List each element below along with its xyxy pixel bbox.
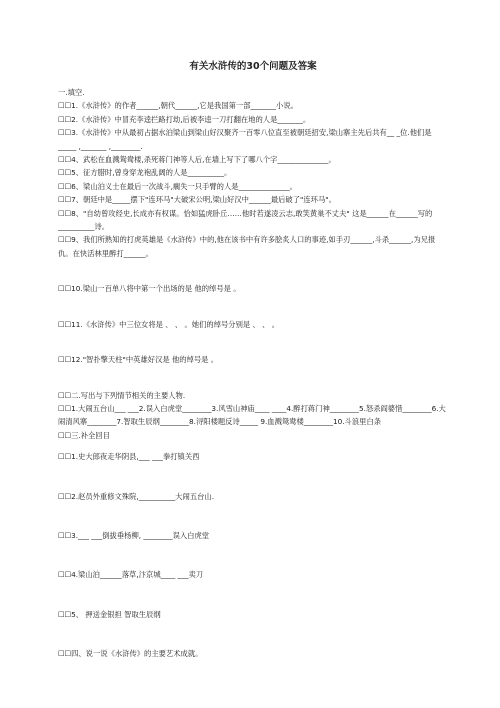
question-7: ☐☐7、朝廷中是_____摆下"连环马"大破宋公明,梁山好汉中______最后破了"连环马"。 (58, 195, 336, 205)
document-title: 有关水浒传的30个问题及答案 (189, 61, 317, 72)
question-9: ☐☐9、我们所熟知的打虎英雄是《水浒传》中的,他在该书中有许多脍炙人口的事迹,如手刃______,斗杀______,为兄报仇。在快活林里醉打______。 (58, 235, 436, 258)
question-1: ☐☐1.《水浒传》的作者______,朝代______,它是我国第一部_______小说。 (58, 101, 298, 111)
question-8: ☐☐8、"自幼曾攻经史,长成亦有权谋。恰如猛虎卧丘……他时若遂凌云志,敢笑黄巢不丈夫" 这是______在______写的__________诗。 (58, 208, 433, 232)
question-12: ☐☐12."智扑擎天柱"中英雄好汉是 他的绰号是 。 (58, 355, 219, 365)
chapter-item-1: ☐☐1.史大郎夜走华阴县,___ ___拳打镇关西 (58, 452, 200, 462)
question-11: ☐☐11.《水浒传》中三位女将是 、 、 。她们的绰号分别是 、 、 。 (58, 319, 280, 329)
chapter-item-5: ☐☐5、 押送金银担 智取生辰纲 (58, 609, 161, 619)
chapter-item-4: ☐☐4.梁山泊______落草,汴京城____ ___卖刀 (58, 570, 204, 580)
question-4: ☐☐4、武松在血溅鸳鸯楼,杀死蒋门神等人后,在墙上写下了哪八个字______________。 (58, 155, 336, 165)
section-characters-heading: ☐☐二.写出与下列情节相关的主要人物. (58, 390, 186, 400)
question-5: ☐☐5、征方腊时,曾身穿龙袍乱阔的人是__________。 (58, 168, 232, 178)
question-6: ☐☐6、梁山泊义士在最后一次战斗,瘸失一只手臂的人是______________。 (58, 181, 297, 191)
question-10: ☐☐10.梁山一百单八将中第一个出场的是 他的绰号是 。 (58, 284, 241, 294)
characters-list: ☐☐1.大闹五台山___ ___2.误入白虎堂________3.风雪山神庙____ ____4.醉打蒋门神________5.怒杀阎婆惜________6.大闹清风寨________7.智取生辰纲________8.浔阳楼题反诗_____ 9.血溅鸳鸯楼________10.斗浪里白条 (58, 403, 446, 427)
chapter-item-2: ☐☐2.赵员外重修文殊院,__________大闹五台山. (58, 491, 215, 501)
section-fill-blank-heading: 一.填空. (58, 88, 85, 97)
section-chapter-titles-heading: ☐☐三.补全回目 (58, 430, 110, 440)
question-2: ☐☐2.《水浒传》中冒充李逵拦路打劫,后被李逵一刀打翻在地的人是_______。 (58, 114, 311, 124)
chapter-item-3: ☐☐3.___ ___倒拔垂杨柳, ________误入白虎堂 (58, 530, 210, 540)
question-3: ☐☐3.《水浒传》中从最初占据水泊梁山到梁山好汉聚齐一百零八位直至被朝廷招安,梁山寨主先后共有__ _位.他们是_____ ,_______ ,________. (58, 128, 432, 151)
section-artistic-achievement: ☐☐四、说一说《水浒传》的主要艺术成就。 (58, 649, 203, 659)
